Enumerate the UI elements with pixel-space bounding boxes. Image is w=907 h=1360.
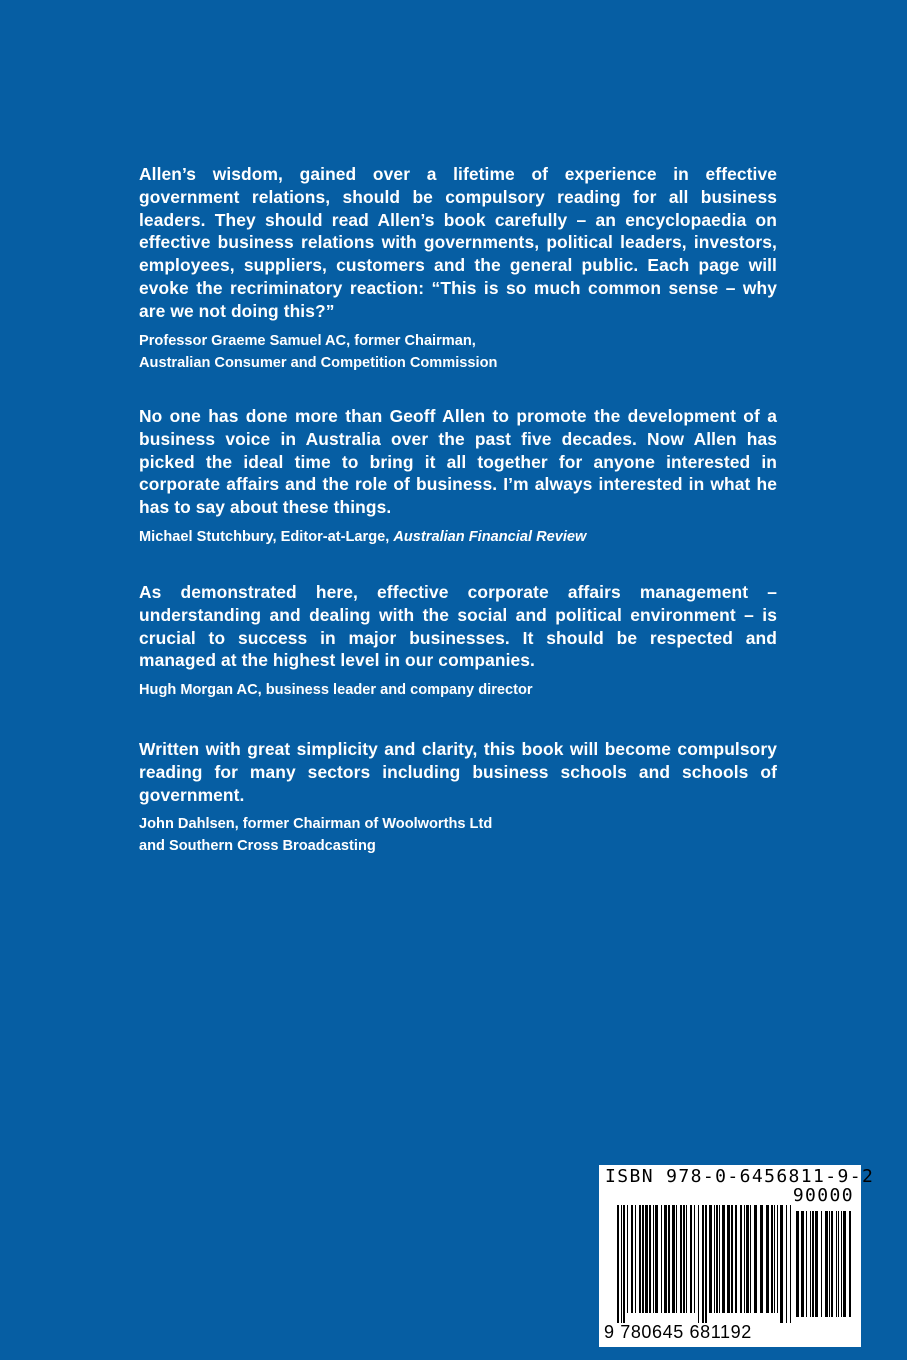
barcode-bar — [617, 1205, 619, 1323]
barcode-bar — [631, 1205, 633, 1313]
price-code: 90000 — [792, 1185, 854, 1206]
review-quote: No one has done more than Geoff Allen to promote the development of a business voice in Australia over the past five decades. Now Allen has picked the ideal time to bring it all together for anyone interested in corporate affairs and the role of business. I’m always interested in what he has to say about these things. — [139, 406, 777, 518]
barcode-bar — [849, 1211, 851, 1317]
barcode-bar — [709, 1205, 712, 1313]
barcode-bar — [716, 1205, 718, 1313]
barcode-bar — [719, 1205, 720, 1313]
barcode-bar — [642, 1205, 644, 1313]
barcode-bar — [801, 1211, 804, 1317]
attribution-line: and Southern Cross Broadcasting — [139, 838, 376, 855]
review-attribution — [139, 679, 777, 701]
review-attribution — [139, 330, 777, 374]
barcode-bar — [806, 1211, 807, 1317]
attribution-line: Australian Consumer and Competition Commission — [139, 354, 498, 371]
barcode-bar — [754, 1205, 757, 1313]
attribution-name: Hugh Morgan AC, business leader and company director — [139, 682, 533, 699]
barcode-bar — [829, 1211, 830, 1317]
barcode-bar — [639, 1205, 641, 1313]
attribution-line: John Dahlsen, former Chairman of Woolworths Ltd — [139, 816, 493, 833]
review-blurb — [139, 581, 777, 701]
isbn-label: ISBN 978-0-6456811-9-2 — [605, 1166, 875, 1187]
barcode-bar — [653, 1205, 654, 1313]
barcode-bar — [780, 1205, 783, 1323]
barcode-bar — [664, 1205, 667, 1313]
barcode-bar — [694, 1205, 695, 1313]
review-blurb — [139, 738, 777, 857]
attribution-line: Professor Graeme Samuel AC, former Chairman, — [139, 332, 476, 349]
barcode-bar — [766, 1205, 769, 1313]
ean-digits: 9 780645 681192 — [604, 1322, 752, 1342]
barcode-bar — [831, 1211, 833, 1317]
barcode-bar — [825, 1211, 828, 1317]
barcode-bar — [705, 1205, 707, 1323]
barcode-bar — [683, 1205, 685, 1313]
barcode-bar — [838, 1211, 839, 1317]
barcode-bar — [655, 1205, 658, 1313]
barcode-bar — [815, 1211, 818, 1317]
attribution-publication: Australian Financial Review — [393, 528, 587, 545]
barcode-bar — [627, 1205, 628, 1313]
barcode-bar — [635, 1205, 636, 1313]
barcode-bar — [796, 1211, 799, 1317]
barcode-bar — [686, 1205, 687, 1313]
review-attribution — [139, 526, 777, 548]
barcode-bar — [836, 1211, 837, 1317]
review-attribution — [139, 813, 777, 857]
barcode-bar — [698, 1205, 699, 1323]
barcode-bar — [668, 1205, 670, 1313]
barcode-bar — [790, 1205, 791, 1323]
isbn-barcode — [599, 1165, 875, 1347]
barcode-bar — [774, 1205, 775, 1313]
barcode-bar — [786, 1205, 787, 1323]
review-quote: As demonstrated here, effective corporate affairs management – understanding and dealing with the social and political environment – is crucial to success in major businesses. It should be respected and managed at the highest level in our companies. — [139, 582, 777, 671]
barcode-bar — [680, 1205, 682, 1313]
barcode-bar — [672, 1205, 675, 1313]
attribution-name: Michael Stutchbury, Editor-at-Large, — [139, 528, 394, 545]
review-quote: Allen’s wisdom, gained over a lifetime of experience in effective government relations, should be compulsory reading for all business leaders. They should read Allen’s book carefully – an encyclopaedia on effective business relations with governments, political leaders, investors, employees, suppliers, customers and the general public. Each page will evoke the recriminatory reaction: “This is so much common sense – why are we not doing this?” — [139, 164, 777, 321]
review-quote: Written with great simplicity and clarity, this book will become compulsory reading for many sectors including business schools and schools of government. — [139, 739, 777, 805]
barcode-bar — [771, 1205, 773, 1313]
review-blurb — [139, 405, 777, 548]
barcode-bar — [843, 1211, 846, 1317]
barcode-bar — [744, 1205, 745, 1313]
barcode-bar — [812, 1211, 814, 1317]
barcode-bar — [731, 1205, 733, 1313]
barcode-bar — [841, 1211, 842, 1317]
review-blurb — [139, 163, 777, 374]
barcode-bar — [735, 1205, 737, 1313]
barcode-bar — [623, 1205, 625, 1323]
barcode-bar — [821, 1211, 822, 1317]
barcode-bar — [810, 1211, 811, 1317]
barcode-bar — [690, 1205, 692, 1313]
barcode-bar — [727, 1205, 730, 1313]
barcode-bar — [621, 1205, 622, 1323]
barcode-bar — [649, 1205, 651, 1313]
barcode-bar — [746, 1205, 749, 1313]
barcode-bar — [661, 1205, 662, 1313]
barcode-bar — [714, 1205, 715, 1313]
barcode-bar — [760, 1205, 763, 1313]
barcode-bar — [702, 1205, 704, 1323]
barcode-bar — [750, 1205, 751, 1313]
barcode-bar — [645, 1205, 648, 1313]
barcode-bar — [722, 1205, 725, 1313]
ean-barcode-bars — [617, 1205, 793, 1323]
barcode-bar — [777, 1205, 778, 1313]
barcode-bar — [740, 1205, 742, 1313]
addon-barcode-bars — [796, 1211, 854, 1317]
barcode-bar — [676, 1205, 677, 1313]
